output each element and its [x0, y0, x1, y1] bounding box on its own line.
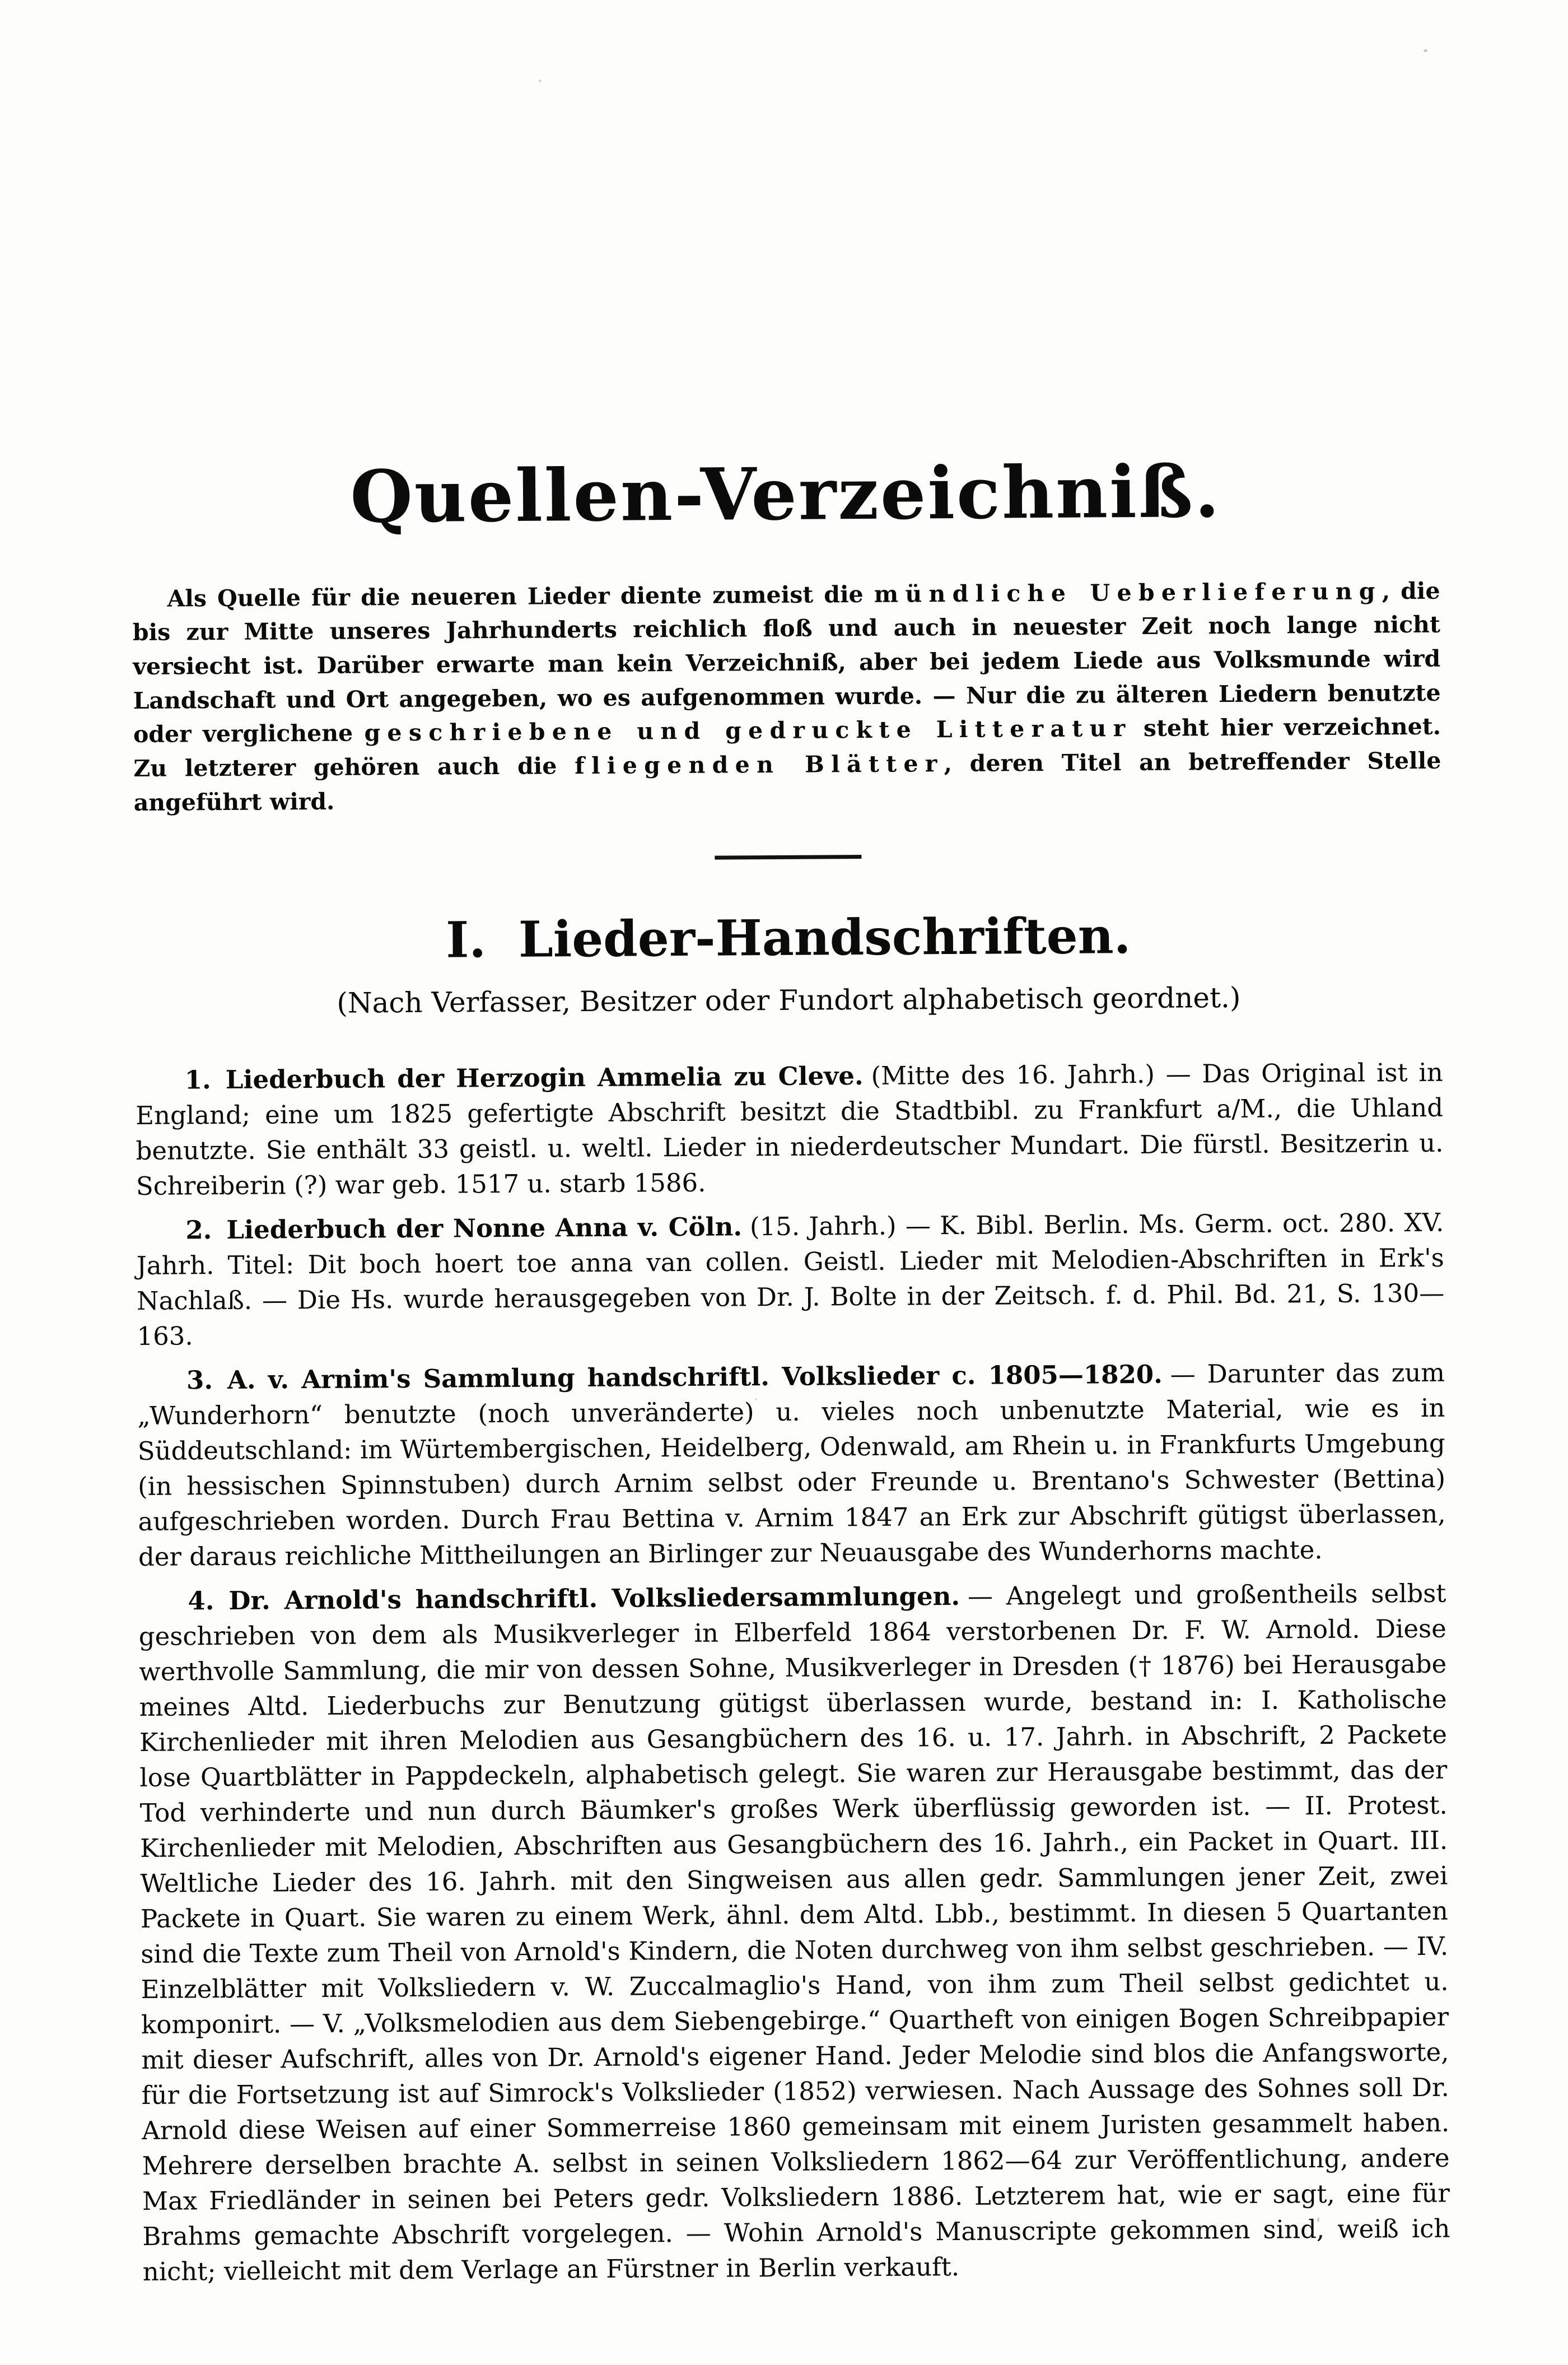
catalog-entry-2 — [136, 1205, 1444, 1354]
intro-segment-spaced: mündliche Ueberlieferung — [874, 578, 1382, 608]
section-heading — [134, 906, 1443, 969]
entry-title: A. v. Arnim's Sammlung handschriftl. Volkslieder c. 1805—1820. — [227, 1360, 1163, 1395]
catalog-entry-4 — [138, 1576, 1450, 2289]
entry-body: (15. Jahrh.) — K. Bibl. Berlin. Ms. Germ. oct. 280. XV. Jahrh. Titel: Dit boch hoert toe anna van collen. Geistl. Lieder mit Melodien-Abschriften in Erk's Nachlaß. — Die Hs. wurde herausgegeben von Dr. J. Bolte in der Zeitsch. f. d. Phil. Bd. 21, S. 130—163. — [136, 1208, 1445, 1352]
entry-number: 2. — [185, 1215, 212, 1245]
intro-segment-spaced: geschriebene und gedruckte Litteratur — [364, 715, 1132, 747]
intro-segment: , deren Titel an betreffender Stelle angeführt wird. — [133, 747, 1441, 816]
entry-list — [136, 1055, 1450, 2289]
catalog-entry-3 — [137, 1355, 1446, 1575]
section-title: Lieder-Handschriften. — [518, 906, 1131, 969]
page-title: Quellen-Verzeichniß. — [349, 450, 1221, 539]
entry-title: Liederbuch der Herzogin Ammelia zu Cleve. — [225, 1061, 864, 1095]
intro-paragraph — [132, 574, 1441, 820]
scan-speck — [539, 80, 542, 82]
entry-body: (Mitte des 16. Jahrh.) — Das Original ist in England; eine um 1825 gefertigte Abschrift besitzt die Stadtbibl. zu Frankfurt a/M., die Uhland benutzte. Sie enthält 33 geistl. u. weltl. Lieder in niederdeutscher Mundart. Die fürstl. Besitzerin u. Schreiberin (?) war geb. 1517 u. starb 1586. — [135, 1058, 1444, 1202]
entry-number: 3. — [186, 1365, 213, 1395]
entry-title: Liederbuch der Nonne Anna v. Cöln. — [226, 1212, 743, 1245]
section-number: I. — [445, 910, 487, 969]
entry-body: — Angelegt und großentheils selbst geschrieben von dem als Musikverleger in Elberfeld 1864 verstorbenen Dr. F. W. Arnold. Diese werthvolle Sammlung, die mir von dessen Sohne, Musikverleger in Dresden († 1876) bei Herausgabe meines Altd. Liederbuchs zur Benutzung gütigst überlassen wurde, bestand in: I. Katholische Kirchenlieder mit ihren Melodien aus Gesangbüchern des 16. u. 17. Jahrh. in Abschrift, 2 Packete lose Quartblätter in Pappdeckeln, alphabetisch gelegt. Sie waren zur Herausgabe bestimmt, das der Tod verhinderte und nun durch Bäumker's großes Werk überflüssig geworden ist. — II. Protest. Kirchenlieder mit Melodien, Abschriften aus Gesangbüchern des 16. Jahrh., ein Packet in Quart. III. Weltliche Lieder des 16. Jahrh. mit den Singweisen aus allen gedr. Sammlungen jener Zeit, zwei Packete in Quart. Sie waren zu einem Werk, ähnl. dem Altd. Lbb., bestimmt. In diesen 5 Quartanten sind die Texte zum Theil von Arnold's Kindern, die Noten durchweg von ihm selbst geschrieben. — IV. Einzelblätter mit Volksliedern v. W. Zuccalmaglio's Hand, von ihm zum Theil selbst gedichtet u. komponirt. — V. „Volksmelodien aus dem Siebengebirge.“ Quartheft von einigen Bogen Schreibpapier mit dieser Aufschrift, alles von Dr. Arnold's eigener Hand. Jeder Melodie sind blos die Anfangsworte, für die Fortsetzung ist auf Simrock's Volkslieder (1852) verwiesen. Nach Aussage des Sohnes soll Dr. Arnold diese Weisen auf einer Sommerreise 1860 gemeinsam mit einem Juristen gesammelt haben. Mehrere derselben brachte A. selbst in seinen Volksliedern 1862—64 zur Veröffentlichung, andere Max Friedländer in seinen bei Peters gedr. Volksliedern 1886. Letzterem hat, wie er sagt, eine für Brahms gemachte Abschrift vorgelegen. — Wohin Arnold's Manuscripte gekommen sind, weiß ich nicht; vielleicht mit dem Verlage an Fürstner in Berlin verkauft. — [138, 1578, 1450, 2287]
section-divider-rule — [715, 855, 861, 860]
intro-segment: steht hier verzeichnet. Zu letzterer gehören auch die — [133, 713, 1441, 783]
intro-segment: , die bis zur Mitte unseres Jahrhunderts reichlich floß und auch in neuester Zeit noch lange nicht versiecht ist. Darüber erwarte man kein Verzeichniß, aber bei jedem Liede aus Volksmunde wird Landschaft und Ort angegeben, wo es aufgenommen wurde. — Nur die zu älteren Liedern benutzte oder verglichene — [132, 577, 1441, 748]
entry-number: 1. — [184, 1065, 211, 1095]
entry-number: 4. — [188, 1586, 214, 1616]
entry-title: Dr. Arnold's handschriftl. Volksliedersammlungen. — [228, 1581, 960, 1616]
entry-body: — Darunter das zum „Wunderhorn“ benutzte (noch unveränderte) u. vieles noch unbenutzte Material, wie es in Süddeutschland: im Würtembergischen, Heidelberg, Odenwald, am Rhein u. in Frankfurts Umgebung (in hessischen Spinnstuben) durch Arnim selbst oder Freunde u. Brentano's Schwester (Bettina) aufgeschrieben worden. Durch Frau Bettina v. Arnim 1847 an Erk zur Abschrift gütigst überlassen, der daraus reichliche Mittheilungen an Birlinger zur Neuausgabe des Wunderhorns machte. — [137, 1358, 1446, 1572]
page-content — [132, 451, 1450, 2298]
catalog-entry-1 — [136, 1055, 1444, 1204]
intro-segment-spaced: fliegenden Blätter — [574, 750, 944, 780]
intro-segment: Als Quelle für die neueren Lieder diente zumeist die — [167, 580, 874, 612]
scan-speck — [1424, 49, 1427, 52]
section-subtitle: (Nach Verfasser, Besitzer oder Fundort alphabetisch geordnet.) — [337, 981, 1241, 1020]
